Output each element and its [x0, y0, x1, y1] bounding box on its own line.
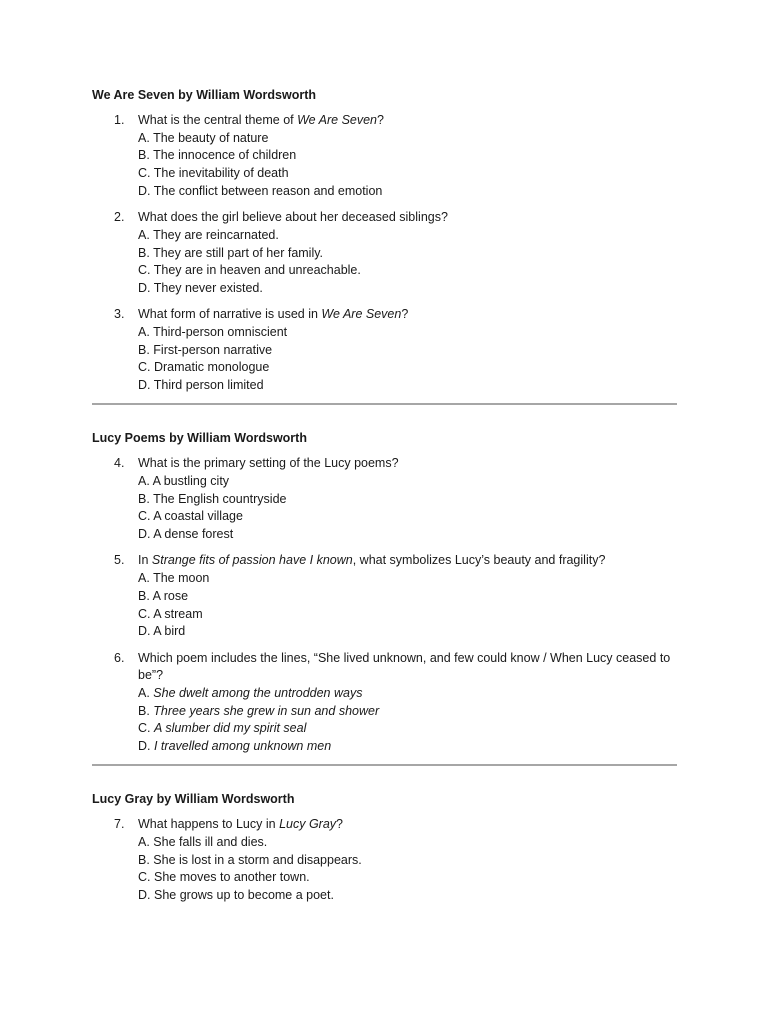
option-c: C. She moves to another town. — [138, 870, 310, 885]
question-text: What is the primary setting of the Lucy poems? — [138, 456, 399, 471]
option-c: C. A coastal village — [138, 509, 243, 524]
option-b: B. They are still part of her family. — [138, 245, 324, 260]
option-d: D. Third person limited — [138, 378, 264, 393]
question-number: 2. — [114, 210, 125, 225]
section-title: Lucy Poems by William Wordsworth — [92, 431, 307, 446]
section-lucy-poems — [92, 429, 677, 755]
question-text: What form of narrative is used in We Are Seven? — [138, 307, 409, 322]
option-a: A. They are reincarnated. — [138, 227, 279, 242]
option-a: A. She dwelt among the untrodden ways — [138, 685, 363, 700]
question-text: Which poem includes the lines, “She lived unknown, and few could know / When Lucy ceased to be”? — [138, 650, 671, 683]
question-3 — [92, 306, 677, 395]
option-b: B. Three years she grew in sun and shower — [138, 703, 380, 718]
option-c: C. They are in heaven and unreachable. — [138, 263, 361, 278]
option-a: A. A bustling city — [138, 474, 230, 489]
option-c: C. A stream — [138, 606, 203, 621]
section-divider — [92, 403, 677, 405]
option-c: C. The inevitability of death — [138, 166, 289, 181]
question-number: 7. — [114, 817, 125, 832]
document-page — [92, 86, 677, 913]
option-a: A. Third-person omniscient — [138, 324, 288, 339]
question-text: In Strange fits of passion have I known, what symbolizes Lucy’s beauty and fragility? — [138, 553, 606, 568]
question-1 — [92, 112, 677, 201]
question-5 — [92, 552, 677, 641]
option-d: D. A bird — [138, 624, 186, 639]
option-a: A. She falls ill and dies. — [138, 835, 268, 850]
option-b: B. She is lost in a storm and disappears. — [138, 852, 362, 867]
option-d: D. A dense forest — [138, 527, 234, 542]
question-number: 3. — [114, 307, 125, 322]
option-d: D. The conflict between reason and emotion — [138, 183, 383, 198]
section-we-are-seven — [92, 86, 677, 395]
question-number: 1. — [114, 113, 125, 127]
option-b: B. The English countryside — [138, 491, 287, 506]
question-4 — [92, 455, 677, 544]
option-d: D. They never existed. — [138, 280, 263, 295]
question-6 — [92, 650, 677, 756]
section-title: We Are Seven by William Wordsworth — [92, 88, 317, 102]
option-d: D. She grows up to become a poet. — [138, 888, 334, 903]
option-c: C. A slumber did my spirit seal — [138, 721, 307, 736]
option-a: A. The beauty of nature — [138, 130, 269, 145]
section-lucy-gray — [92, 790, 677, 905]
question-text: What does the girl believe about her deceased siblings? — [138, 210, 448, 225]
option-a: A. The moon — [138, 571, 210, 586]
option-d: D. I travelled among unknown men — [138, 739, 332, 754]
option-b: B. The innocence of children — [138, 148, 297, 163]
question-number: 4. — [114, 456, 125, 471]
question-number: 5. — [114, 553, 125, 568]
option-b: B. First-person narrative — [138, 342, 273, 357]
question-text: What is the central theme of We Are Seven? — [138, 113, 384, 127]
section-title: Lucy Gray by William Wordsworth — [92, 792, 295, 807]
question-2 — [92, 209, 677, 298]
question-7 — [92, 816, 677, 905]
question-text: What happens to Lucy in Lucy Gray? — [138, 817, 343, 832]
option-b: B. A rose — [138, 588, 189, 603]
section-divider — [92, 764, 677, 766]
question-number: 6. — [114, 650, 125, 665]
option-c: C. Dramatic monologue — [138, 360, 270, 375]
